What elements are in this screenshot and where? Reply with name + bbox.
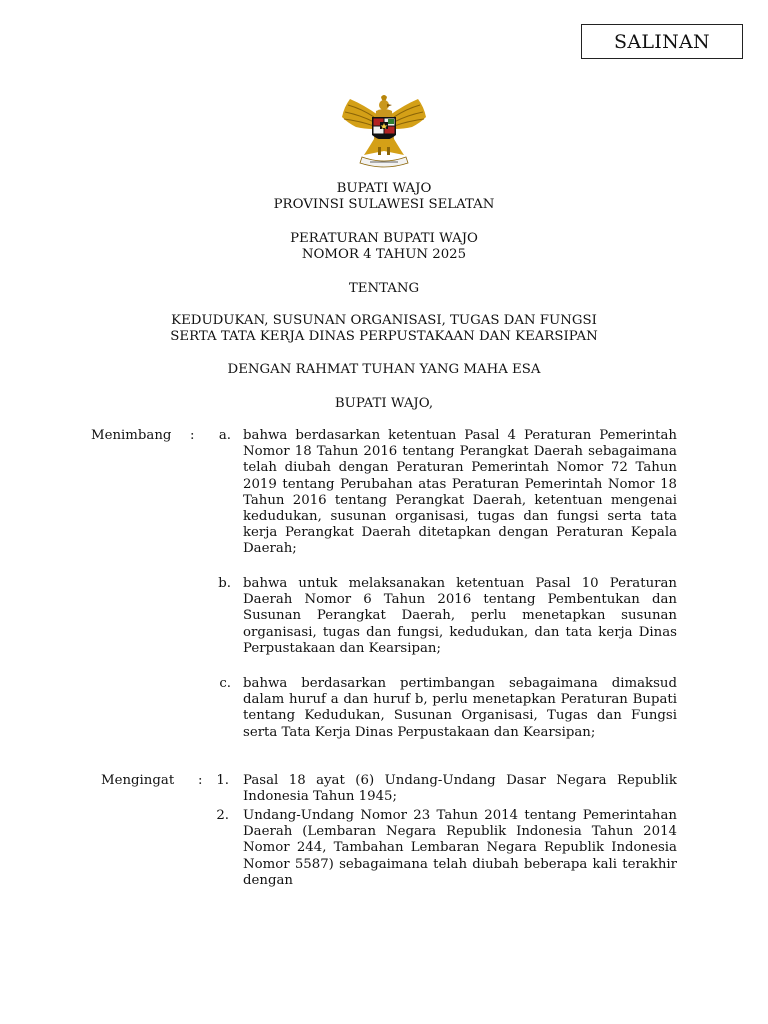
menimbang-item-b-marker: b. bbox=[218, 576, 231, 591]
salinan-label: SALINAN bbox=[614, 30, 710, 53]
regulation-number: NOMOR 4 TAHUN 2025 bbox=[301, 247, 467, 262]
menimbang-item-a-text: bahwa berdasarkan ketentuan Pasal 4 Peraturan Pemerintah Nomor 18 Tahun 2016 tentang Perangkat Daerah sebagaimana telah diubah dengan Peraturan Pemerintah Nomor 72 Tahun 2019 tentang Perubahan atas Peraturan Pemerintah Nomor 18 Tahun 2016 tentang Perangkat Daerah, ketentuan mengenai kedudukan, susunan organisasi, tugas dan fungsi serta tata kerja Perangkat Daerah ditetapkan dengan Peraturan Kepala Daerah; bbox=[243, 428, 677, 557]
mengingat-item-1-text: Pasal 18 ayat (6) Undang-Undang Dasar Negara Republik Indonesia Tahun 1945; bbox=[243, 773, 677, 805]
mengingat-label: Mengingat bbox=[101, 773, 175, 788]
menimbang-colon: : bbox=[190, 428, 195, 443]
regulation-title: PERATURAN BUPATI WAJO bbox=[290, 231, 478, 246]
province-title: PROVINSI SULAWESI SELATAN bbox=[273, 197, 495, 212]
mengingat-item-2-text: Undang-Undang Nomor 23 Tahun 2014 tentang Pemerintahan Daerah (Lembaran Negara Republik Indonesia Tahun 2014 Nomor 244, Tambahan Lembaran Negara Republik Indonesia Nomor 5587) sebagaimana telah diubah beberapa kali terakhir dengan bbox=[243, 808, 677, 888]
invocation-text: DENGAN RAHMAT TUHAN YANG MAHA ESA bbox=[227, 362, 541, 377]
regent-title: BUPATI WAJO bbox=[336, 181, 432, 196]
tentang-label: TENTANG bbox=[348, 281, 420, 296]
menimbang-item-c-text: bahwa berdasarkan pertimbangan sebagaimana dimaksud dalam huruf a dan huruf b, perlu menetapkan Peraturan Bupati tentang Kedudukan, Susunan Organisasi, Tugas dan Fungsi serta Tata Kerja Dinas Perpustakaan dan Kearsipan; bbox=[243, 676, 677, 740]
menimbang-item-a-marker: a. bbox=[218, 428, 231, 443]
mengingat-colon: : bbox=[198, 773, 203, 788]
mengingat-item-2-marker: 2. bbox=[216, 808, 229, 823]
enacting-authority-text: BUPATI WAJO, bbox=[334, 396, 434, 411]
menimbang-label: Menimbang bbox=[91, 428, 172, 443]
menimbang-item-b-text: bahwa untuk melaksanakan ketentuan Pasal 10 Peraturan Daerah Nomor 6 Tahun 2016 tentang Pembentukan dan Susunan Perangkat Daerah, perlu menetapkan susunan organisasi, tugas dan fungsi, kedudukan, dan tata kerja Dinas Perpustakaan dan Kearsipan; bbox=[243, 576, 677, 656]
subject-line-2: SERTA TATA KERJA DINAS PERPUSTAKAAN DAN KEARSIPAN bbox=[170, 329, 598, 344]
menimbang-item-c-marker: c. bbox=[219, 676, 231, 691]
mengingat-item-1-marker: 1. bbox=[216, 773, 229, 788]
subject-line-1: KEDUDUKAN, SUSUNAN ORGANISASI, TUGAS DAN FUNGSI bbox=[171, 313, 597, 328]
